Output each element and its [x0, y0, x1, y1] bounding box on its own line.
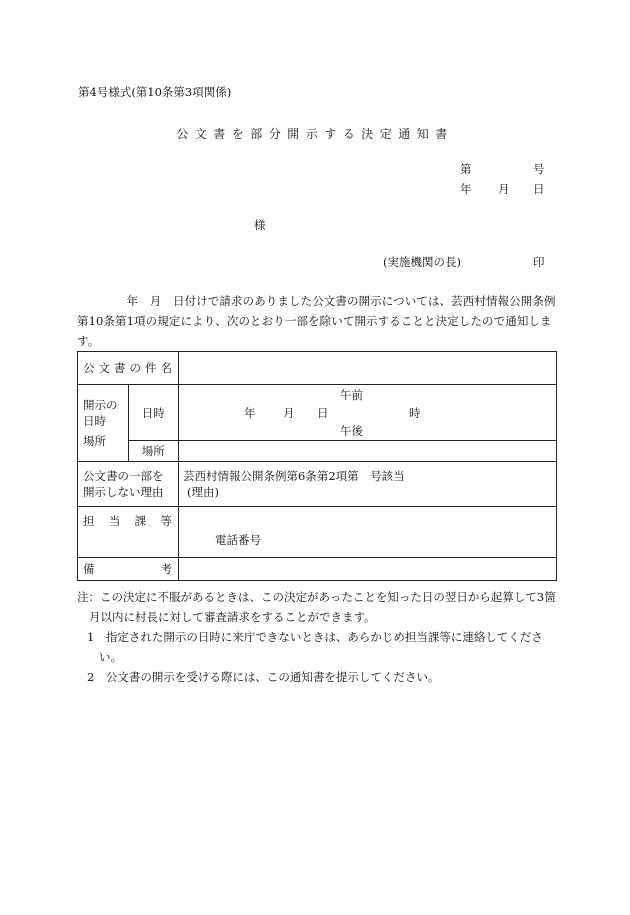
reason-label-line2: 開示しない理由 [83, 485, 164, 499]
note-main: 注：この決定に不服があるときは、この決定があったことを知った日の翌日から起算して3箇月以内に村長に対して審査請求をすることができます。 [77, 590, 556, 624]
number-prefix: 第 [460, 162, 472, 176]
reason-label-line1: 公文書の一部を [83, 469, 164, 483]
body-paragraph: 年 月 日付けで請求のありました公文書の開示については、芸西村情報公開条例第10条第1項の規定により、次のとおり一部を除いて開示することと決定したので通知します。 [77, 294, 556, 348]
remarks-value [179, 558, 557, 581]
datetime-hour: 時 [409, 406, 421, 420]
pm-label: 午後 [340, 424, 363, 438]
reason-value [179, 462, 557, 507]
reason-label-cell [78, 462, 179, 507]
place-label: 場所 [83, 434, 106, 448]
doc-name-label: 公 文 書 の 件 名 [83, 361, 172, 375]
note-item-2: 2 公文書の開示を受ける際には、この通知書を提示してください。 [87, 670, 440, 684]
date-month: 月 [498, 182, 510, 196]
datetime-place-label-cell [78, 385, 129, 462]
phone-label: 電話番号 [215, 533, 261, 547]
disclosure-table [77, 351, 557, 581]
datetime-month: 月 [283, 406, 295, 420]
date-year: 年 [460, 182, 472, 196]
datetime-day: 日 [317, 406, 329, 420]
datetime-sublabel: 日時 [128, 385, 179, 441]
note-item-1: 1 指定された開示の日時に来庁できないときは、あらかじめ担当課等に連絡してください。 [87, 630, 543, 664]
section-label-cell [78, 507, 179, 558]
datetime-label: 開示の日時 [83, 398, 118, 428]
issuer-label: (実施機関の長) [383, 255, 461, 269]
remarks-label: 備 考 [83, 562, 172, 576]
reason-line2: (理由) [187, 485, 219, 499]
doc-name-label-cell [78, 352, 179, 385]
reason-line1: 芸西村情報公開条例第6条第2項第 号該当 [183, 469, 405, 483]
form-number: 第4号様式(第10条第3項関係) [78, 85, 232, 99]
datetime-value [179, 385, 557, 441]
section-label: 担 当 課 等 [83, 514, 172, 528]
number-suffix: 号 [533, 162, 545, 176]
seal-mark: 印 [533, 255, 545, 269]
doc-name-value [179, 352, 557, 385]
notes-block [77, 587, 557, 687]
remarks-label-cell [78, 558, 179, 581]
place-sublabel: 場所 [128, 441, 179, 462]
place-value [179, 441, 557, 462]
am-label: 午前 [340, 388, 363, 402]
section-value [179, 507, 557, 558]
addressee-suffix: 様 [254, 218, 266, 232]
date-day: 日 [533, 182, 545, 196]
datetime-year: 年 [244, 406, 256, 420]
document-title: 公文書を部分開示する決定通知書 [176, 127, 454, 141]
